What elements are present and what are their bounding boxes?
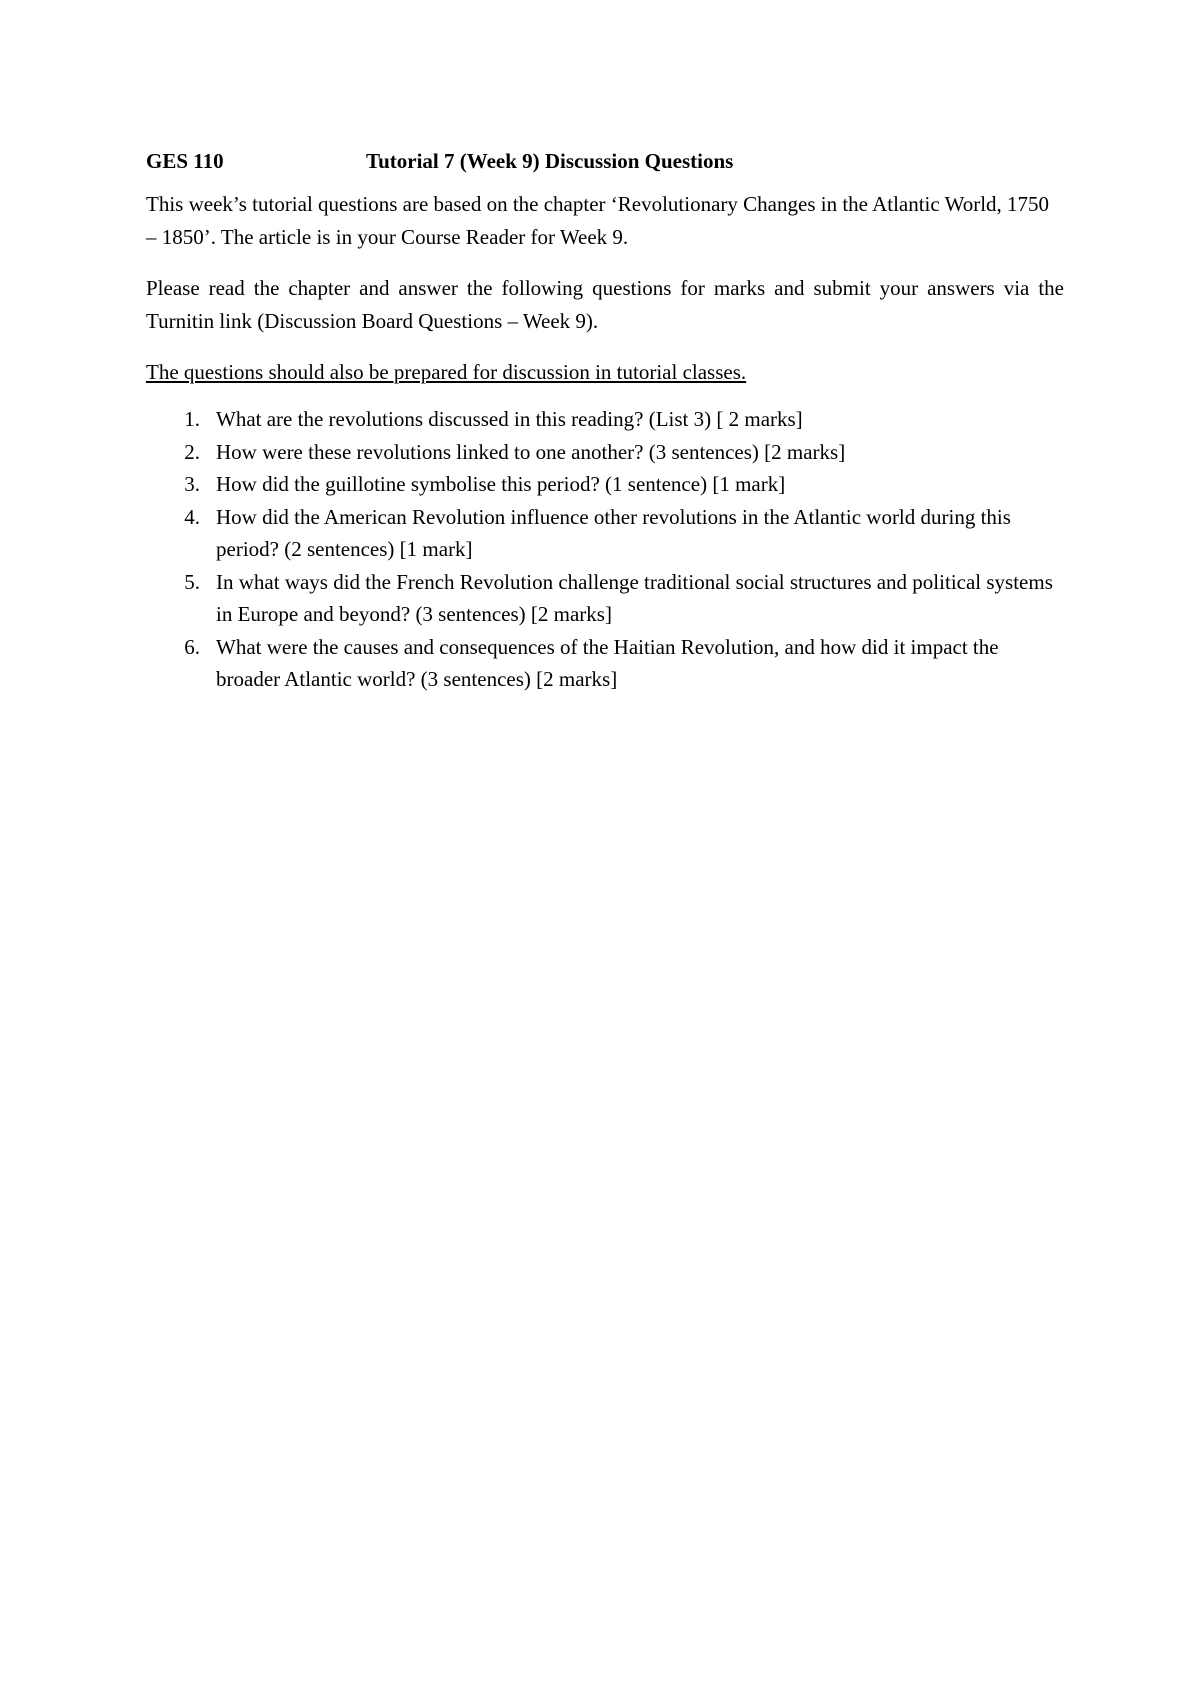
question-item bbox=[146, 403, 1064, 436]
question-text: What are the revolutions discussed in this reading? (List 3) [ 2 marks] bbox=[216, 407, 803, 431]
question-number: 6. bbox=[184, 634, 200, 659]
question-item bbox=[146, 631, 1064, 696]
question-item bbox=[146, 501, 1064, 566]
question-text: How did the guillotine symbolise this period? (1 sentence) [1 mark] bbox=[216, 472, 786, 496]
question-list bbox=[146, 403, 1064, 696]
document-title: Tutorial 7 (Week 9) Discussion Questions bbox=[366, 149, 734, 173]
question-item bbox=[146, 566, 1064, 631]
instructions-paragraph: Please read the chapter and answer the following questions for marks and submit your answers via the Turnitin link (Discussion Board Questions – Week 9). bbox=[146, 276, 1064, 333]
discussion-note: The questions should also be prepared for discussion in tutorial classes. bbox=[146, 360, 747, 384]
question-text: In what ways did the French Revolution challenge traditional social structures and political systems in Europe and beyond? (3 sentences) [2 marks] bbox=[216, 569, 1053, 626]
question-item bbox=[146, 468, 1064, 501]
question-number: 5. bbox=[184, 569, 200, 594]
question-number: 3. bbox=[184, 472, 200, 496]
question-number: 2. bbox=[184, 439, 200, 464]
question-text: How were these revolutions linked to one another? (3 sentences) [2 marks] bbox=[216, 439, 846, 464]
intro-paragraph: This week’s tutorial questions are based on the chapter ‘Revolutionary Changes in the Atlantic World, 1750 – 1850’. The article is in your Course Reader for Week 9. bbox=[146, 192, 1050, 249]
document-heading bbox=[146, 140, 1064, 182]
document-page bbox=[146, 140, 1064, 696]
question-text: What were the causes and consequences of the Haitian Revolution, and how did it impact the broader Atlantic world? (3 sentences) [2 marks] bbox=[216, 634, 999, 691]
question-number: 1. bbox=[184, 407, 200, 431]
question-number: 4. bbox=[184, 504, 200, 529]
question-item bbox=[146, 436, 1064, 469]
course-code: GES 110 bbox=[146, 149, 224, 173]
question-text: How did the American Revolution influence other revolutions in the Atlantic world during this period? (2 sentences) [1 mark] bbox=[216, 504, 1011, 561]
